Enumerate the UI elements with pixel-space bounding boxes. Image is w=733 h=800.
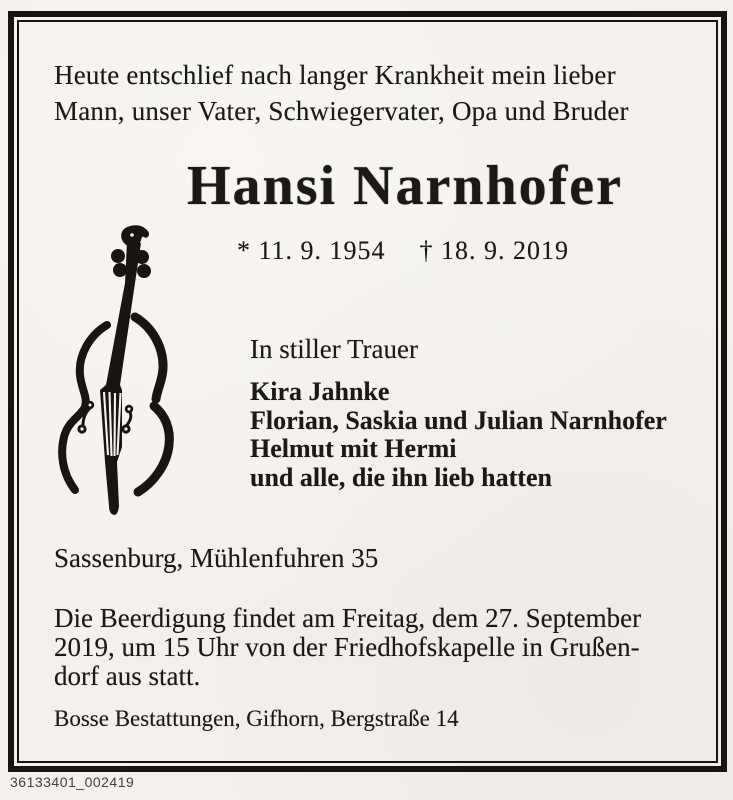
- intro-line-2: Mann, unser Vater, Schwiegervater, Opa und Bruder: [54, 96, 629, 126]
- intro-line-1: Heute entschlief nach langer Krankheit mein lieber: [54, 60, 616, 90]
- mourner-line: Florian, Saskia und Julian Narnhofer: [250, 405, 667, 435]
- cello-body-right-lower: [138, 406, 169, 492]
- mourners-list: [250, 378, 667, 492]
- deceased-name: Hansi Narnhofer: [187, 155, 623, 217]
- family-address: Sassenburg, Mühlenfuhren 35: [54, 543, 379, 573]
- mourning-intro: In stiller Trauer: [250, 334, 418, 364]
- death-date: † 18. 9. 2019: [419, 236, 569, 265]
- funeral-info: [54, 604, 641, 691]
- funeral-line-3: dorf aus statt.: [54, 661, 201, 691]
- cello-icon: [52, 225, 178, 517]
- cello-peg: [113, 263, 127, 277]
- scan-reference-code: 36133401_002419: [10, 774, 135, 790]
- funeral-line-2: 2019, um 15 Uhr von der Friedhofskapelle in Grußen-: [54, 632, 640, 662]
- funeral-line-1: Die Beerdigung findet am Freitag, dem 27. September: [54, 603, 642, 633]
- funeral-home-line: Bosse Bestattungen, Gifhorn, Bergstraße 14: [54, 706, 459, 731]
- cello-neck: [100, 241, 141, 515]
- cello-peg: [137, 264, 151, 278]
- mourner-line: Kira Jahnke: [250, 377, 390, 406]
- cello-body-left: [62, 325, 107, 490]
- mourner-line: und alle, die ihn lieb hatten: [250, 462, 552, 492]
- intro-text: [54, 57, 629, 129]
- cello-body-right-upper: [135, 317, 163, 399]
- birth-date: * 11. 9. 1954: [237, 236, 386, 265]
- cello-peg: [111, 249, 125, 263]
- life-dates: [237, 236, 569, 266]
- mourner-line: Helmut mit Hermi: [250, 434, 457, 463]
